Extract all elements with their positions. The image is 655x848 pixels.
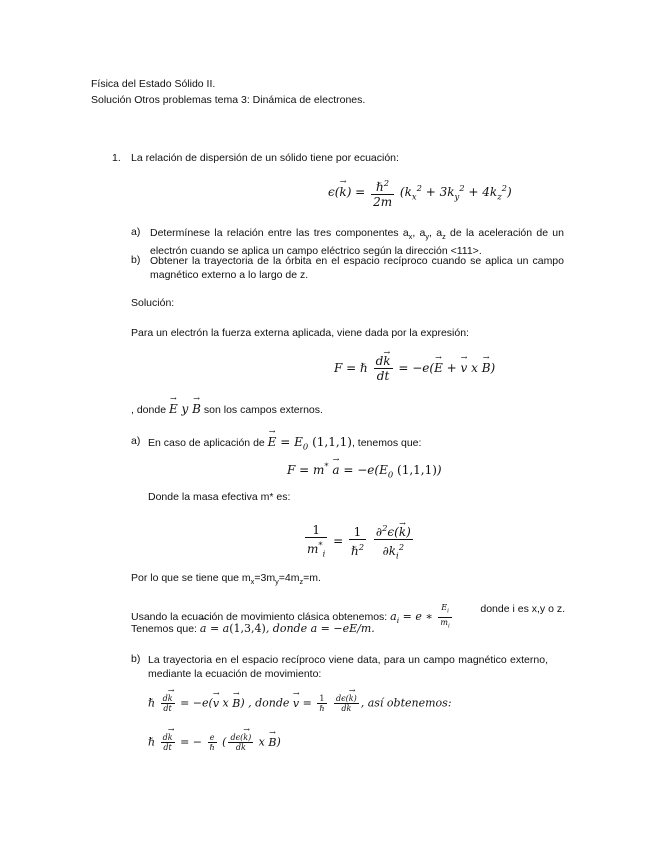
- newton-equation: $F = m^* \to a = -e(E_0$ (1,1,1)): [287, 461, 442, 479]
- part-a-text: En caso de aplicación de → $E = E_0$ (1,1,1), tenemos que:: [148, 435, 421, 451]
- mass-text: Donde la masa efectiva m* es:: [148, 491, 291, 503]
- item-b-label: b): [131, 254, 141, 266]
- solution-heading: Solución:: [131, 297, 175, 309]
- fields-text: , donde → E y → B son los campos externos.: [131, 402, 323, 416]
- motion-text: Usando la ecuación de movimiento clásica obtenemos: $a_i = e$ ∗ $\frac{E_i}{m_i}$ donde i es x,y o z.: [131, 603, 565, 630]
- part-b-label: b): [131, 653, 141, 665]
- reciprocal-motion-equation: ℏ $\frac{d\to k}{dt}$ = −e(→ v x → B) , donde → v = $\frac{1}{\text{ℏ}}$ $\frac{d\epsilon(\to k)}{dk}$ , así obtenemos:: [148, 694, 452, 713]
- final-equation: ℏ $\frac{d\to k}{dt}$ = − $\frac{e}{\text{ℏ}}$ ( $\frac{d\epsilon(\to k)}{dk}$ x → B): [148, 733, 281, 752]
- problem-intro: La relación de dispersión de un sólido tiene por ecuación:: [131, 152, 399, 164]
- item-a-text: Determínese la relación entre las tres componentes $a_x$, $a_y$, $a_z$ de la aceleración de un electrón cuando se aplica un campo eléctrico según la dirección <111>.: [150, 227, 564, 258]
- part-b-text: La trayectoria en el espacio recíproco viene data, para un campo magnético externo, mediante la ecuación de movimiento:: [148, 654, 548, 680]
- solution-intro: Para un electrón la fuerza externa aplicada, viene dada por la expresión:: [131, 327, 469, 339]
- mass-ratio-text: Por lo que se tiene que $m_x=3m_y=4m_z=m$.: [131, 572, 321, 587]
- item-b-text: Obtener la trayectoria de la órbita en el espacio recíproco cuando se aplica un campo magnético externo a lo largo de z.: [150, 255, 564, 281]
- doc-title: Física del Estado Sólido II.: [91, 78, 216, 90]
- dispersion-equation: ϵ(→ k) = $\frac{\hbar^2}{2m}$ $(k_x^2 + 3k_y^2 + 4k_z^2)$: [328, 176, 512, 209]
- item-a-label: a): [131, 226, 141, 238]
- part-a-label: a): [131, 435, 141, 447]
- force-equation: F = ℏ $\frac{d\to k}{dt}$ = −e(→ E + → v x → B): [334, 354, 495, 383]
- effective-mass-equation: $\frac{1}{m^*_i}$ = $\frac{1}{\hbar^2}$ $\frac{\partial^2\epsilon(\to k)}{\partial k_i^2}$: [303, 521, 415, 562]
- doc-subtitle: Solución Otros problemas tema 3: Dinámica de electrones.: [91, 94, 366, 106]
- problem-number: 1.: [112, 152, 121, 164]
- acceleration-result: Tenemos que: → a = a(1,3,4), donde a = −eE/m.: [131, 622, 375, 635]
